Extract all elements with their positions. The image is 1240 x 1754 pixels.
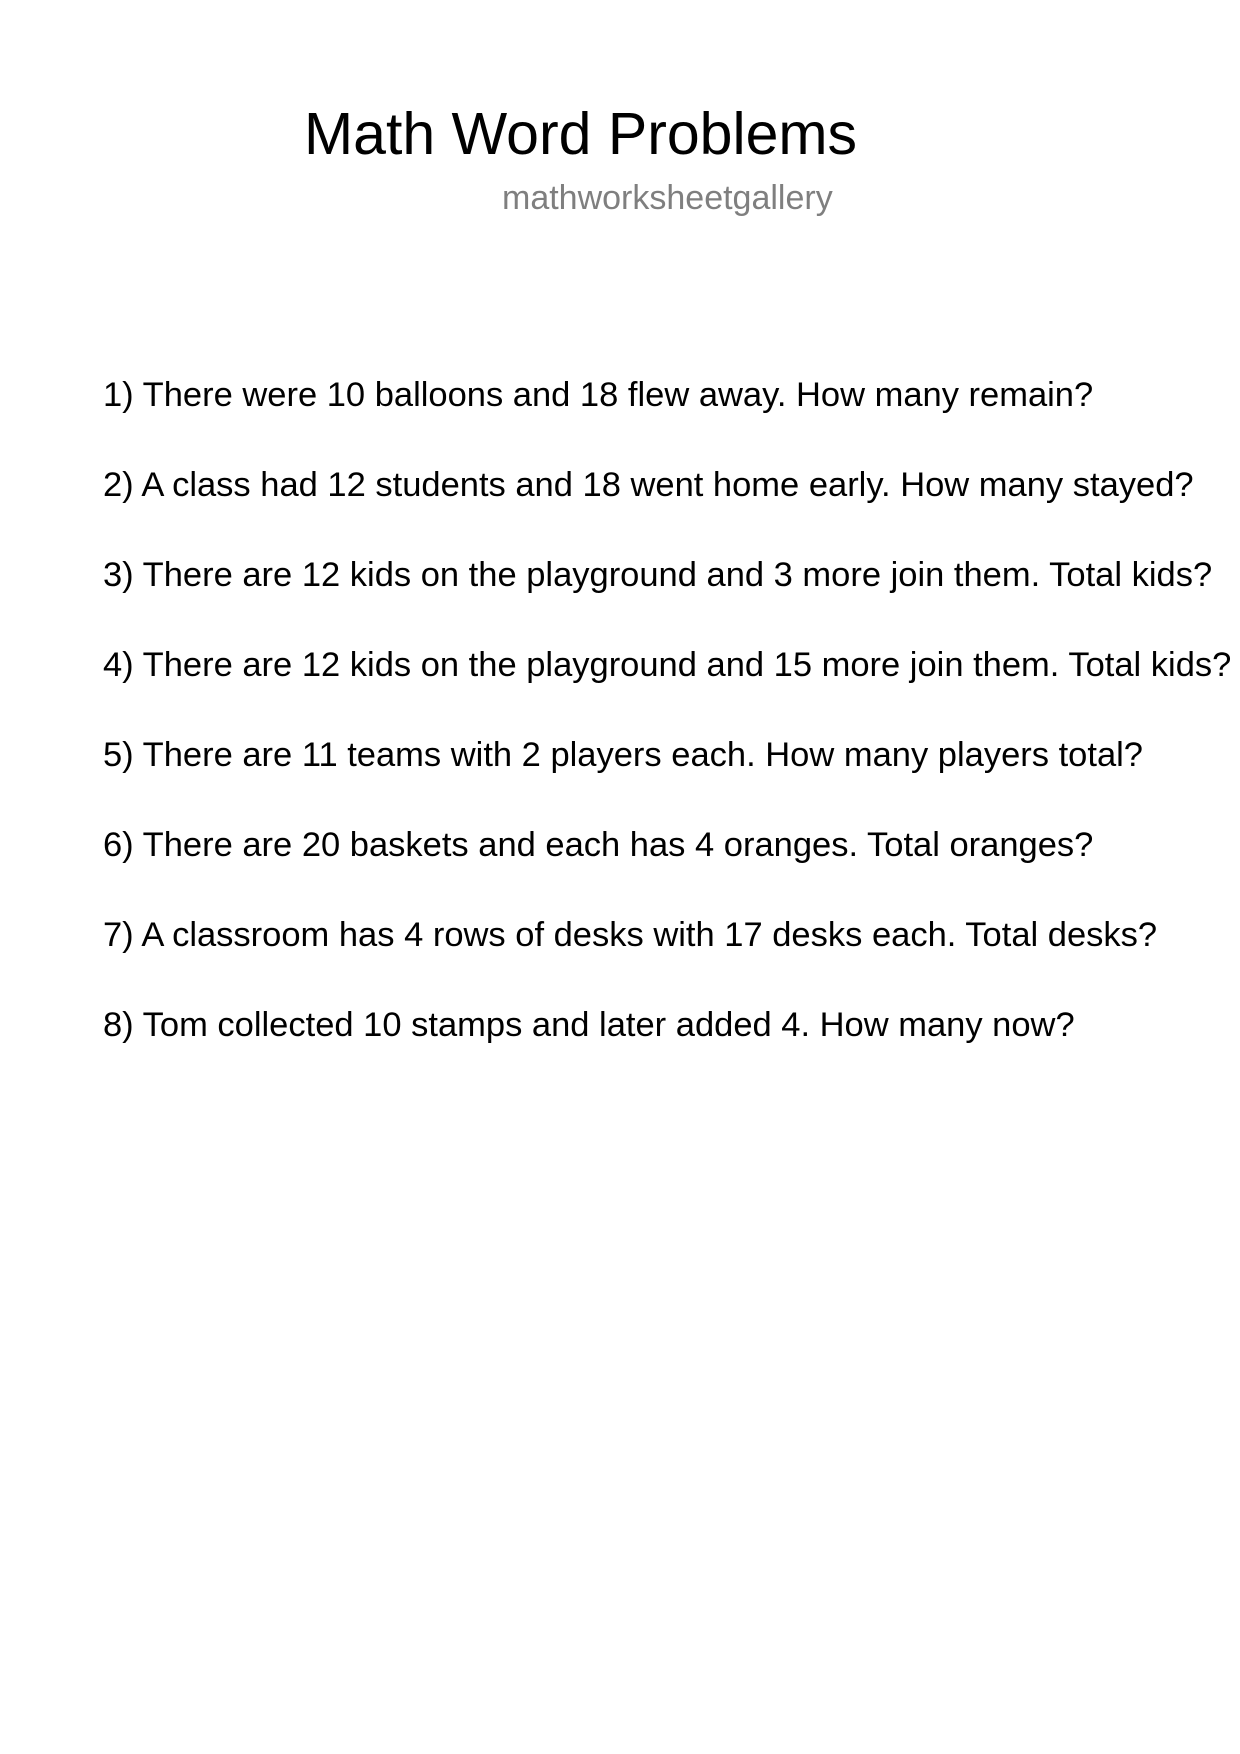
problem-number: 1): [103, 376, 134, 414]
problem-item: [103, 350, 1231, 440]
problem-item: [103, 440, 1231, 530]
problem-item: [103, 620, 1231, 710]
problem-item: [103, 980, 1231, 1070]
problem-number: 3): [103, 556, 134, 594]
problem-item: [103, 890, 1231, 980]
problem-number: 6): [103, 826, 134, 864]
problem-list: [103, 350, 1231, 1070]
problem-item: [103, 530, 1231, 620]
page-subtitle: mathworksheetgallery: [502, 179, 833, 217]
problem-text: Tom collected 10 stamps and later added 4. How many now?: [142, 1006, 1075, 1044]
problem-text: There are 20 baskets and each has 4 oranges. Total oranges?: [142, 826, 1094, 864]
problem-number: 5): [103, 736, 134, 774]
problem-text: A classroom has 4 rows of desks with 17 desks each. Total desks?: [141, 916, 1158, 954]
problem-number: 7): [103, 916, 134, 954]
problem-text: A class had 12 students and 18 went home early. How many stayed?: [141, 466, 1194, 504]
page-title: Math Word Problems: [304, 101, 858, 167]
problem-text: There are 12 kids on the playground and 3 more join them. Total kids?: [142, 556, 1213, 594]
problem-item: [103, 710, 1231, 800]
problem-number: 2): [103, 466, 134, 504]
problem-number: 4): [103, 646, 134, 684]
problem-item: [103, 800, 1231, 890]
problem-number: 8): [103, 1006, 134, 1044]
problem-text: There are 12 kids on the playground and 15 more join them. Total kids?: [142, 646, 1232, 684]
problem-text: There are 11 teams with 2 players each. How many players total?: [142, 736, 1143, 774]
problem-text: There were 10 balloons and 18 flew away. How many remain?: [142, 376, 1094, 414]
